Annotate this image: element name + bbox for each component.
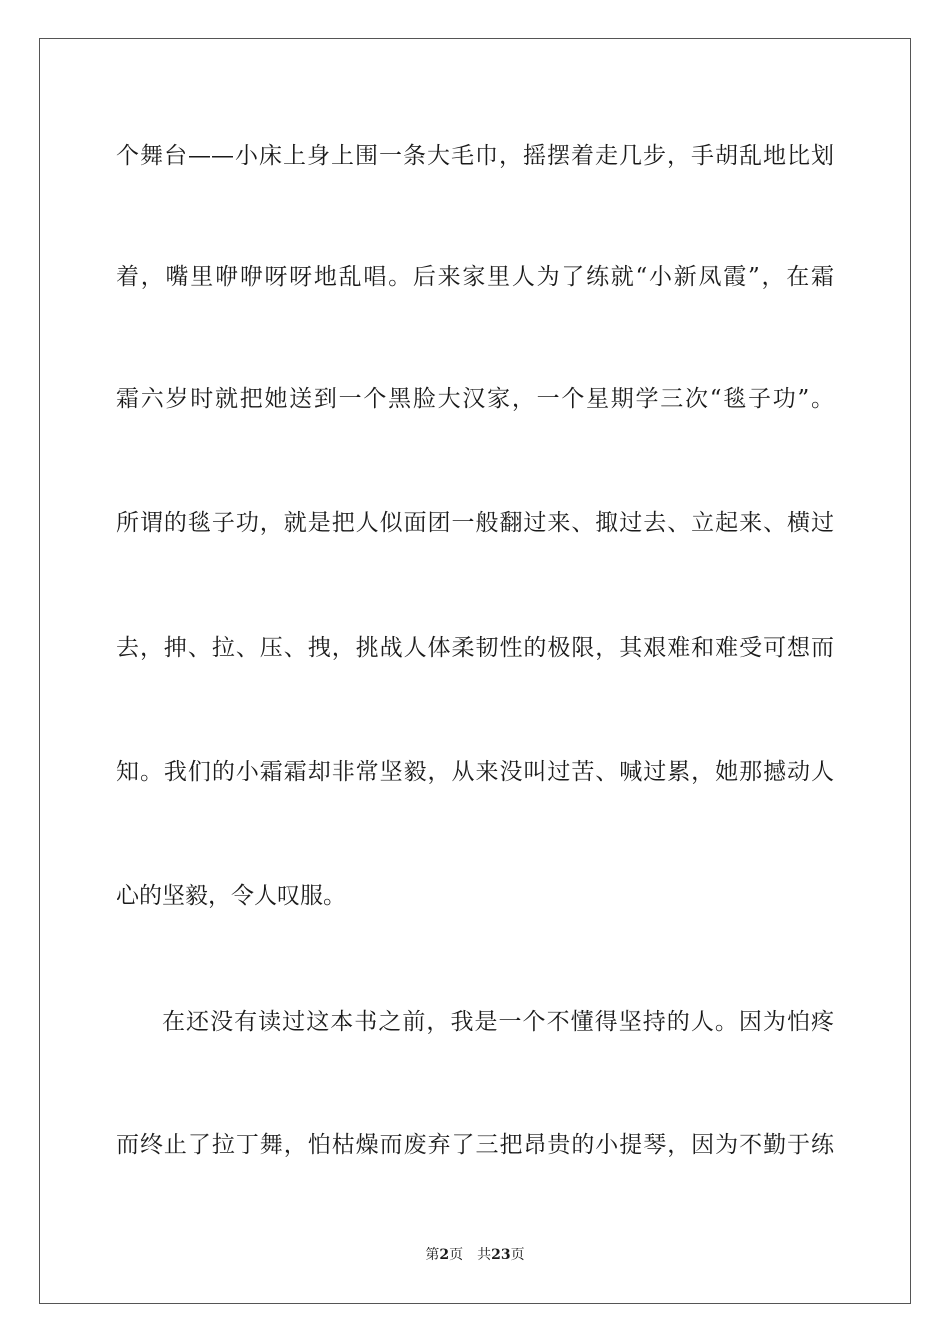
text-line: 心的坚毅，令人叹服。 — [116, 883, 346, 909]
text-line: 个舞台——小床上身上围一条大毛巾，摇摆着走几步，手胡乱地比划 — [116, 143, 834, 169]
current-page-number: 2 — [439, 1247, 450, 1263]
total-page-count: 23 — [491, 1247, 511, 1263]
page-border — [39, 38, 911, 1304]
text-line: 而终止了拉丁舞，怕枯燥而废弃了三把昂贵的小提琴，因为不勤于练 — [116, 1132, 834, 1158]
page-label-suffix: 页 — [449, 1247, 464, 1263]
text-line: 霜六岁时就把她送到一个黑脸大汉家，一个星期学三次“毯子功”。 — [116, 386, 834, 412]
total-label-prefix: 共 — [477, 1247, 492, 1263]
text-line: 所谓的毯子功，就是把人似面团一般翻过来、掫过去、立起来、横过 — [116, 510, 834, 536]
total-label-suffix: 页 — [510, 1247, 525, 1263]
text-line: 去，抻、拉、压、拽，挑战人体柔韧性的极限，其艰难和难受可想而 — [116, 635, 834, 661]
page-footer — [0, 1246, 950, 1264]
text-line: 知。我们的小霜霜却非常坚毅，从来没叫过苦、喊过累，她那撼动人 — [116, 759, 834, 785]
paragraph-first-line: 在还没有读过这本书之前，我是一个不懂得坚持的人。因为怕疼 — [162, 1009, 834, 1035]
page-label-prefix: 第 — [425, 1247, 440, 1263]
text-line: 着，嘴里咿咿呀呀地乱唱。后来家里人为了练就“小新凤霞”，在霜 — [116, 264, 834, 290]
